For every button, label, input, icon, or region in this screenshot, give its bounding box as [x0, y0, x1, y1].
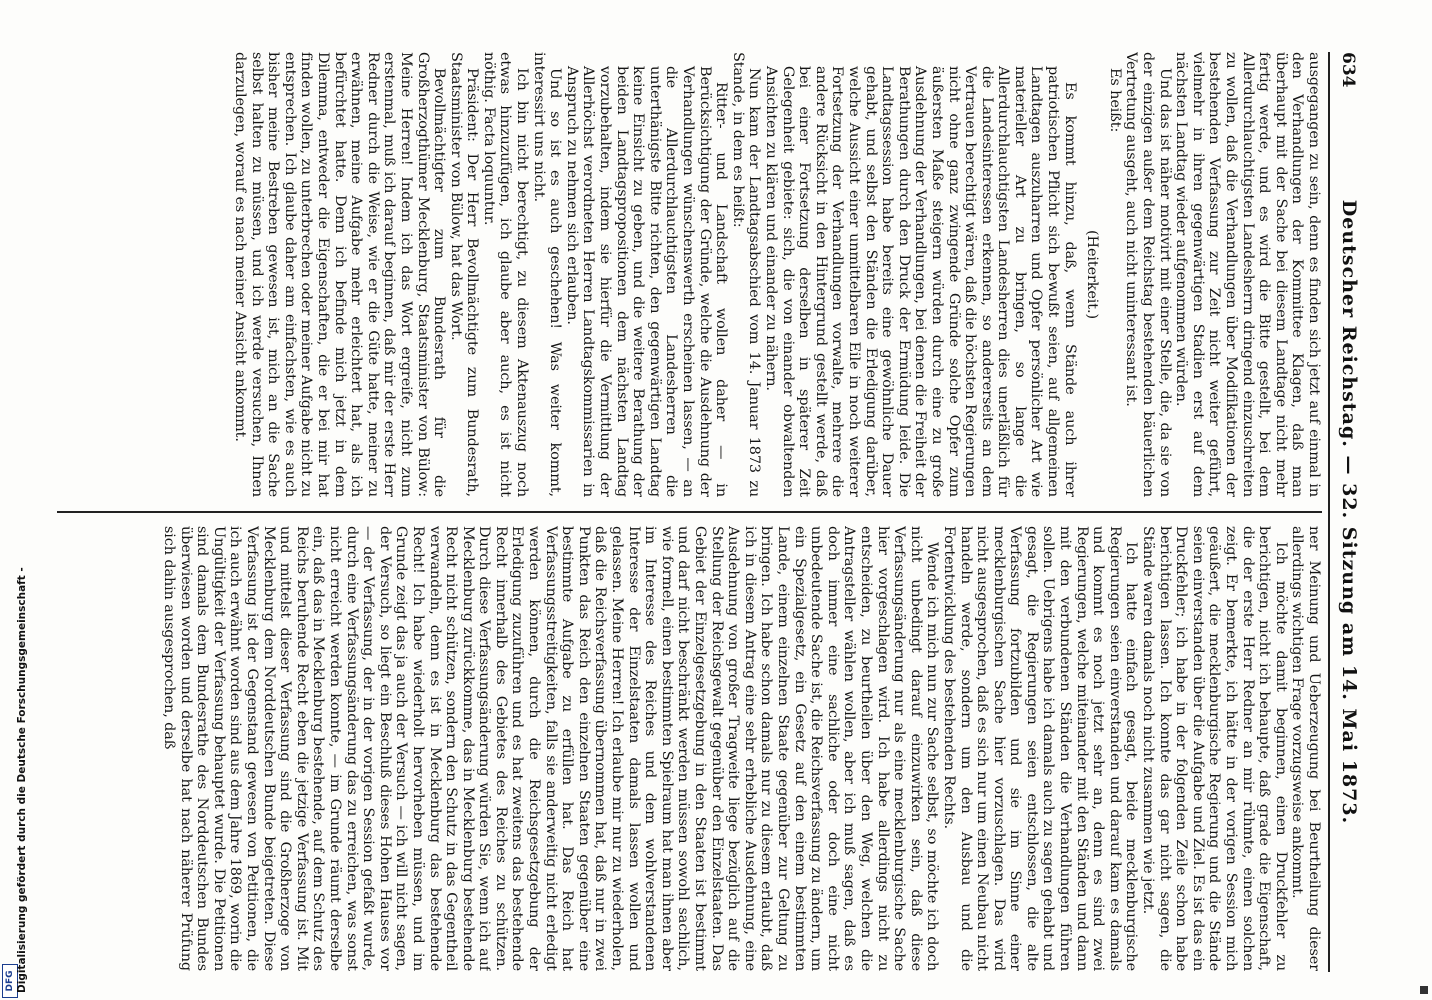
- rotated-page-content: [52, 52, 1362, 972]
- right-text-column: [57, 526, 1322, 971]
- paragraph: Wende ich mich nun zur Sache selbst, so möchte ich doch nicht unbedingt darauf einzuwirken sein, daß diese Verfassungsänderung nur als eine mecklenburgische Sache hier vorgeschlagen wird. Ich habe allerdings nicht zu entscheiden, zu beurtheilen über den Weg, welchen die Antragsteller wählen wollen, aber ich muß sagen, daß es doch immer eine sachliche oder doch eine nicht unbedeutende Sache ist, die Reichsverfassung zu ändern, um ein Spezialgesetz, ein Gesetz auf den einem bestimmten Lande, einem einzelnen Staate gegenüber zur Geltung zu bringen. Ich habe schon damals nur zu diesem erlaubt, daß ich in diesem Antrag eine sehr erhebliche Ausdehnung, eine Ausdehnung von großer Tragweite liege bezüglich auf die Stellung der Reichsgewalt gegenüber den Einzelstaaten. Das Gebiet der Einzelgesetzgebung in den Staaten ist bestimmt und darf nicht beschränkt werden müssen sowohl sachlich, wie formell, einen bestimmten Spielraum hat man ihnen aber im Interesse des Reiches und dem wohlverstandenen Interesse der Einzelstaaten damals lassen wollen und gelassen. Meine Herren! Ich erlaube mir nur zu wiederholen, daß die Reichsverfassung übernommen hat, daß nur in zwei Punkten das Reich den einzelnen Staaten gegenüber eine bestimmte Aufgabe zu erfüllen hat. Das Reich hat Verfassungsstreitigkeiten, falls sie anderweitig nicht erledigt werden können, durch die Reichsgesetzgebung der Erledigung zuzuführen und es hat zweitens das bestehende Recht innerhalb des Gebietes des Reiches zu schützen. Durch diese Verfassungsänderung würden Sie, wenn ich auf Mecklenburg zurückkomme, das in Mecklenburg bestehende Recht nicht schützen, sondern den Schutz in das Gegentheil verwandeln, denn es ist in Mecklenburg das bestehende Recht! Ich habe wiederholt hervorheben müssen, und im Grunde zeigt das ja auch der Versuch — ich will nicht sagen, der Versuch, so liegt ein Beschluß dieses Hohen Hauses vor — der Verfassung, der in der vorigen Session gefaßt wurde, durch eine Verfassungsänderung das zu erreichen, was sonst nicht erreicht werden konnte, — im Grunde räumt derselbe ein, daß das in Mecklenburg bestehende, auf dem Schutz des Reichs beruhende Recht eben die jetzige Verfassung ist. Mit und mittelst dieser Verfassung sind die Großherzoge von Mecklenburg dem Norddeutschen Bunde beigetreten. Diese Verfassung ist der Gegenstand gewesen von Petitionen, die ich auch erwähnt worden sind aus dem Jahre 1869, worin die Ungültigkeit der Verfassung behauptet wurde. Die Petitionen sind damals dem Bundesrathe des Norddeutschen Bundes überwiesen worden und derselbe hat nach näherer Prüfung sich dahin ausgesprochen, daß: [161, 526, 941, 971]
- paragraph: Ich bin nicht berechtigt, zu diesem Aktenauszug noch etwas hinzuzufügen, ich glaube aber auch, es ist nicht nöthig. Facta loquuntur.: [480, 52, 531, 497]
- paragraph: ner Meinung und Ueberzeugung bei Beurtheilung dieser allerdings wichtigen Frage vorzugsweise ankommt.: [1289, 526, 1322, 971]
- page-number: 634: [1338, 52, 1358, 88]
- paragraph: Ich hatte einfach gesagt, beide mecklenburgische Regierungen seien einverstanden und darauf kam es damals und kommt es noch jetzt sehr an, denn es sind zwei Regierungen, welche miteinander mit den Ständen und dann mit den verbundenen Ständen die Verhandlungen führen sollen. Uebrigens habe ich damals auch zu sagen gehabt und gesagt, die Regierungen seien entschlossen, die alte Verfassung fortzubilden und sie im Sinne einer mecklenburgischen Sache hier vorzuschlagen. Das wird nicht ausgesprochen, daß es sich nur um einen Neubau nicht handeln werde, sondern um den Ausbau und die Fortentwicklung des bestehenden Rechts.: [940, 526, 1140, 971]
- paragraph: ausgegangen zu sein, denn es finden sich jetzt auf einmal in den Verhandlungen der Kommittee Klagen, daß man überhaupt mit der Sache bei diesem Landtage nicht mehr fertig werde, und es wird die Bitte gestellt, bei dem Allerdurchlauchtigsten Landesherrn dringend einzuschreiten zu wollen, daß die Verhandlungen über Modifikationen der bestehenden Verfassung zur Zeit nicht weiter geführt, vielmehr in ihren gegenwärtigen Stadien erst auf dem nächsten Landtag wieder aufgenommen würden.: [1173, 52, 1322, 497]
- running-header: [1328, 52, 1362, 972]
- paragraph: Es kommt hinzu, daß, wenn Stände auch ihrer patriotischen Pflicht sich bewußt seien, auf allgemeinen Landtagen auszuharren und Opfer persönlicher Art wie materieller Art zu bringen, so lange die Allerdurchlauchtigsten Landesherren dies unerläßlich für die Landesinteressen erkennen, so andererseits an dem Vertrauen berechtigt wären, daß die höchsten Regierungen nicht ohne ganz zwingende Gründe solche Opfer zum äußersten Maße steigern würden durch eine zu große Ausdehnung der Verhandlungen, bei denen die Freiheit der Berathungen durch den Druck der Ermüdung leide. Die Landtagssession habe bereits eine gewöhnliche Dauer gehabt, und selbst den Ständen die Erledigung darüber, welche Aussicht einer unmittelbaren Eile in noch weiterer Fortsetzung der Verhandlungen vorwalte, mehrere die andere Rücksicht in den Hintergrund gestellt werde, daß bei einer Fortsetzung derselben in späterer Zeit Gelegenheit gebiete: sich, die von einander obwaltenden Ansichten zu klären und einander zu nähern.: [763, 66, 1078, 497]
- paragraph: Bevollmächtigter zum Bundesrath für die Großherzogthümer Mecklenburg, Staatsminister von Bülow: Meine Herren! Indem ich das Wort ergreife, nicht zum erstenmal, muß ich darauf beginnen, daß mir der erste Herr Redner durch die Weise, wie er die Güte hatte, meiner zu erwähnen, meine Aufgabe mehr erleichtert hat, als ich befürchtet hatte. Denn ich befinde mich jetzt in dem Dilemma, entweder die Eigenschaften, die er bei mir hat finden wollen, zu unterbrechen oder meiner Aufgabe nicht zu entsprechen. Ich glaube daher am einfachsten, wie es auch bisher meine Bestreben gewesen ist, mich an die Sache selbst halten zu müssen, und ich werde versuchen, Ihnen darzulegen, worauf es nach meiner Ansicht ankommt.: [232, 52, 448, 497]
- paragraph: (Heiterkeit.): [1084, 230, 1101, 319]
- header-rule: [1328, 52, 1330, 972]
- page-title: Deutscher Reichstag. — 32. Sitzung am 14. Mai 1873.: [1338, 199, 1360, 825]
- paragraph: Es heißt:: [1106, 68, 1123, 133]
- scan-mark: [1420, 986, 1428, 994]
- digitization-footer: [0, 0, 28, 1000]
- paragraph: Nun kam der Landtagsabschied vom 14. Januar 1873 zu Stande, in dem es heißt:: [729, 52, 763, 497]
- digitization-credit: Digitalisierung gefördert durch die Deutsche Forschungsgemeinschaft -: [16, 567, 28, 993]
- column-divider: [57, 511, 1322, 513]
- paragraph: Ritter- und Landschaft wollen daher — in Berücksichtigung der Gründe, welche die Ausdehnung der Verhandlungen wünschenswerth erscheinen lassen, — an die Allerdurchlauchtigsten Landesherren die unterthänigste Bitte richten, den gegenwärtigen Landtag keine Einsicht zu geben, und die weitere Berathung der beiden Landtagspropositionen dem nächsten Landtag vorzubehalten, indem sie hierfür die Vermittlung der Allerhöchst verordneten Herren Landtagskommissarien in Anspruch zu nehmen sich erlauben.: [563, 66, 730, 497]
- paragraph: Präsident: Der Herr Bevollmächtigte zum Bundesrath, Staatsminister von Bülow, hat das Wort.: [447, 52, 481, 497]
- paragraph: Ich möchte damit beginnen, einen Druckfehler zu berichtigen, nicht ich behaupte, daß grade die Eigenschaft, die der erste Herr Redner an mir rühmte, einen solchen zeigt. Er bemerkte, ich hätte in der vorigen Session mich geäußert, die mecklenburgische Regierung und die Stände seien einverstanden über die Aufgabe und Ziel. Es ist das ein Druckfehler; ich habe in der folgenden Zeile schon habe berichtigen lassen. Ich konnte das gar nicht sagen, die Stände waren damals noch nicht zusammen wie jetzt.: [1140, 526, 1289, 971]
- left-text-column: [57, 52, 1322, 497]
- dfg-logo-icon: DFG: [2, 964, 18, 998]
- paragraph: Und so ist es auch geschehen! Was weiter kommt, interessirt uns nicht.: [530, 52, 564, 497]
- paragraph: Und das ist näher motivirt mit einer Stelle, die, da sie von der einzigen außer dem Reichstag bestehenden bäuerlichen Vertretung ausgeht, auch nicht uninteressant ist.: [1123, 52, 1173, 497]
